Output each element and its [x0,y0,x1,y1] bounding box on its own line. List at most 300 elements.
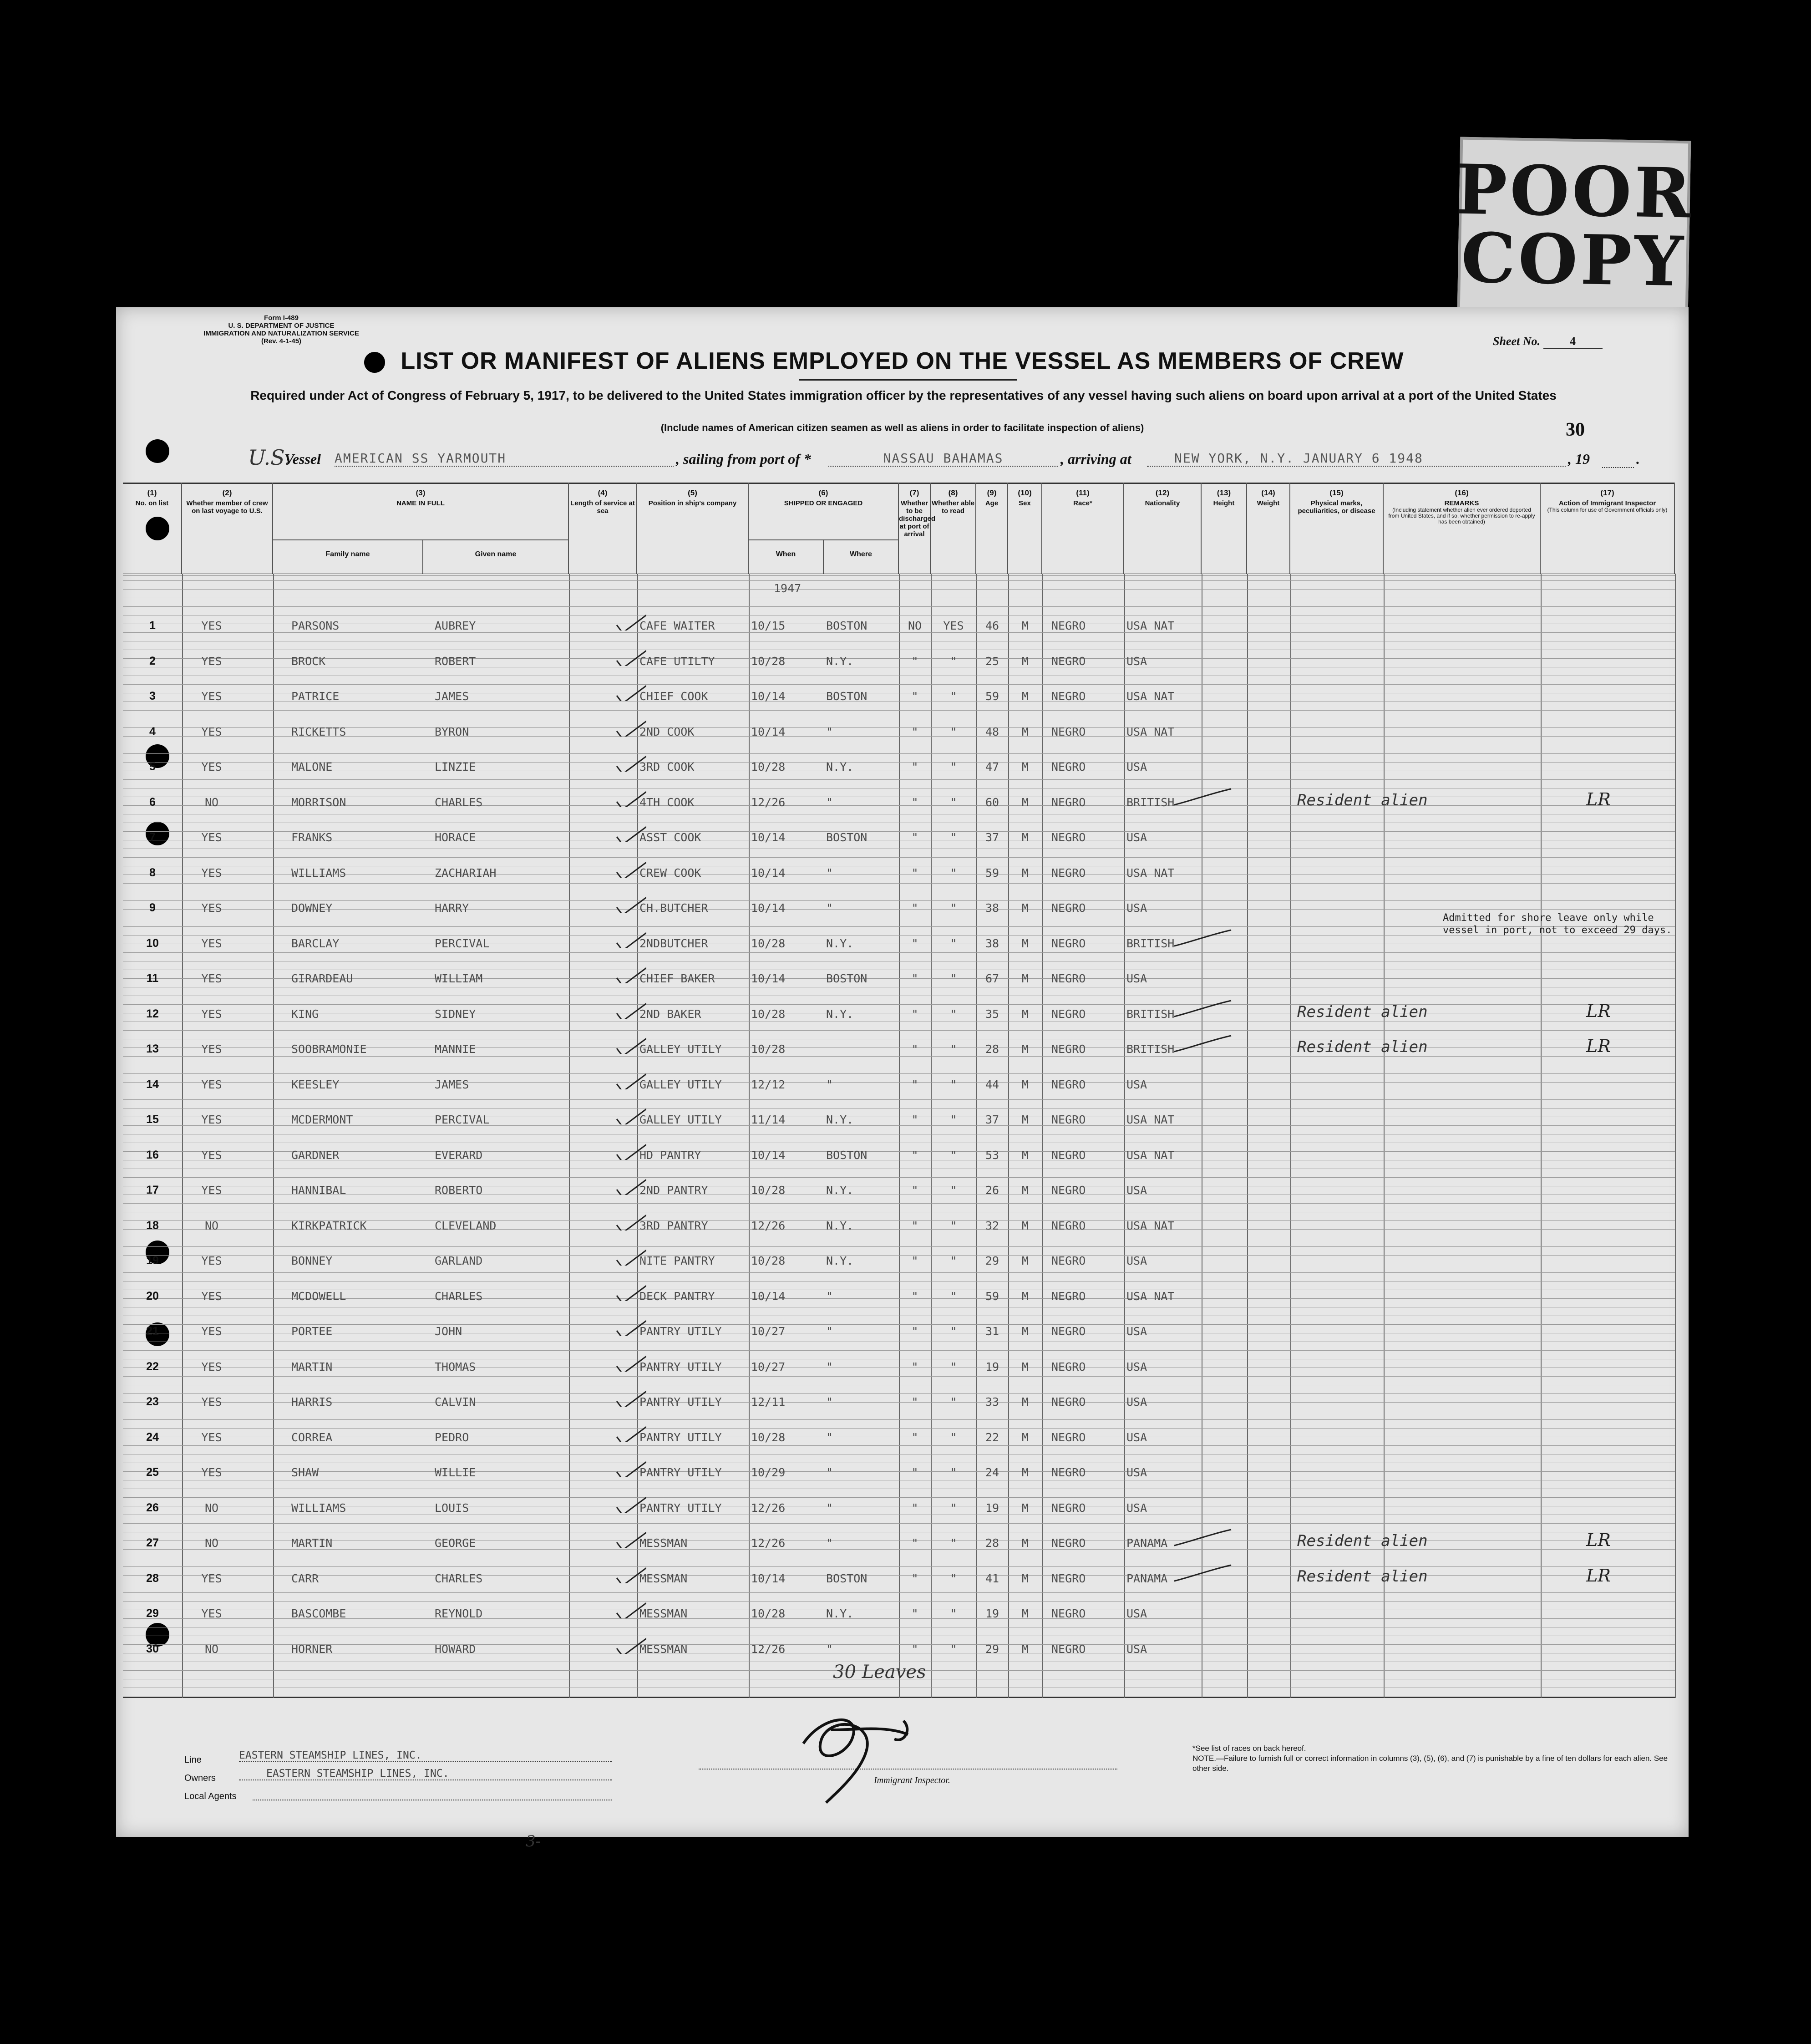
position: MESSMAN [639,1536,688,1550]
bottom-mark: 3- [526,1832,541,1851]
column-header [1384,483,1541,574]
checkmark-icon [614,1031,646,1054]
shipped-when: 10/14 [751,690,786,703]
crew-last-voyage: YES [201,1395,222,1408]
nationality: USA NAT [1126,619,1175,632]
ledger-line [123,1030,1675,1031]
position: CREW COOK [639,866,701,880]
sex: M [1021,1184,1029,1197]
checkmark-icon [614,1525,646,1548]
position: PANTRY UTILY [639,1466,722,1479]
position: 3RD COOK [639,760,695,773]
row-number: 20 [146,1289,159,1302]
position: CAFE UTILTY [639,654,715,668]
row-number: 19 [146,1254,159,1267]
ledger-line [123,926,1675,927]
column-header [1124,483,1202,574]
sex: M [1021,1607,1029,1620]
to-be-discharged: " [911,972,918,985]
family-name: KING [291,1007,319,1021]
crew-last-voyage: YES [201,1430,222,1444]
sex: M [1021,1466,1029,1479]
column-label: Nationality [1145,499,1180,507]
shipped-when: 10/27 [751,1360,786,1373]
nationality: USA [1126,1501,1147,1515]
crew-last-voyage: YES [201,725,222,738]
column-label: Height [1213,499,1235,507]
column-label: Sex [1019,499,1031,507]
able-to-read: " [950,725,957,738]
row-number: 22 [146,1360,159,1373]
shipped-when: 10/28 [751,760,786,773]
position: CAFE WAITER [639,619,715,632]
physical-marks-note: Resident alien [1297,1038,1428,1056]
sex: M [1021,972,1029,985]
able-to-read: " [950,1078,957,1091]
column-number: (13) [1217,488,1231,497]
column-header [1247,483,1290,574]
to-be-discharged: " [911,1254,918,1267]
able-to-read: YES [943,619,964,632]
given-name: AUBREY [435,619,476,632]
to-be-discharged: " [911,1078,918,1091]
race: NEGRO [1051,1571,1086,1585]
sex: M [1021,831,1029,844]
position: 3RD PANTRY [639,1219,708,1232]
shipped-where: N.Y. [826,1607,854,1620]
able-to-read: " [950,690,957,703]
ledger-line [123,684,1675,685]
age: 44 [985,1078,999,1091]
crew-last-voyage: YES [201,760,222,773]
to-be-discharged: " [911,1219,918,1232]
to-be-discharged: NO [908,619,922,632]
crew-last-voyage: YES [201,1042,222,1056]
sex: M [1021,1642,1029,1656]
family-name: RICKETTS [291,725,346,738]
position: GALLEY UTILY [639,1042,722,1056]
race: NEGRO [1051,901,1086,915]
shipped-when: 10/14 [751,1571,786,1585]
given-name: PERCIVAL [435,936,490,950]
ledger-line [123,1419,1675,1420]
checkmark-icon [614,855,646,878]
tick-mark-icon [1170,928,1233,951]
able-to-read: " [950,1642,957,1656]
row-number: 21 [146,1325,159,1337]
crew-last-voyage: YES [201,901,222,915]
age: 59 [985,690,999,703]
tick-mark-icon [1170,1527,1233,1550]
inspector-action: LR [1586,1036,1611,1056]
family-name: DOWNEY [291,901,333,915]
row-number: 26 [146,1501,159,1514]
column-number: (6) [818,488,828,497]
shipped-when: 11/14 [751,1113,786,1126]
checkmark-icon [614,1067,646,1089]
owners-label: Owners [184,1773,216,1783]
given-name: HORACE [435,831,476,844]
sex: M [1021,690,1029,703]
row-number: 27 [146,1536,159,1549]
given-name: CHARLES [435,1571,483,1585]
column-number: (3) [416,488,426,497]
sex: M [1021,1042,1029,1056]
able-to-read: " [950,866,957,880]
family-name: CARR [291,1571,319,1585]
row-number: 14 [146,1078,159,1091]
sheet-value: 4 [1543,335,1603,349]
family-name: BONNEY [291,1254,333,1267]
to-be-discharged: " [911,1571,918,1585]
shipped-where: " [826,1360,833,1373]
ledger-line [123,580,1675,581]
position: PANTRY UTILY [639,1360,722,1373]
vessel-name: AMERICAN SS YARMOUTH [335,451,674,467]
nationality: USA [1126,1466,1147,1479]
shipped-where: " [826,1325,833,1338]
ledger-line [123,1073,1675,1074]
physical-marks-note: Resident alien [1297,1567,1428,1586]
shipped-where: " [826,901,833,915]
checkmark-icon [614,890,646,913]
to-be-discharged: " [911,866,918,880]
ledger-line [123,1350,1675,1351]
row-number: 9 [149,901,156,914]
nationality: USA NAT [1126,1219,1175,1232]
column-number: (11) [1076,488,1090,497]
able-to-read: " [950,1501,957,1515]
shipped-when: 10/28 [751,654,786,668]
crew-last-voyage: NO [204,1642,219,1656]
shipped-where: " [826,1430,833,1444]
row-number: 23 [146,1395,159,1408]
position: MESSMAN [639,1642,688,1656]
given-name: JAMES [435,690,469,703]
column-label: Physical marks, peculiarities, or disease [1298,499,1375,515]
row-number: 2 [149,654,156,667]
row-number: 30 [146,1642,159,1655]
age: 35 [985,1007,999,1021]
able-to-read: " [950,1289,957,1303]
crew-last-voyage: YES [201,1148,222,1162]
ledger-line [123,1056,1675,1057]
position: ASST COOK [639,831,701,844]
line-value: EASTERN STEAMSHIP LINES, INC. [239,1749,612,1762]
nationality: USA [1126,972,1147,985]
given-name: THOMAS [435,1360,476,1373]
ledger-line [123,900,1675,901]
column-header [1290,483,1384,574]
column-number: (16) [1455,488,1469,497]
race: NEGRO [1051,936,1086,950]
checkmark-icon [614,1419,646,1442]
checkmark-icon [614,1454,646,1477]
checkmark-icon [614,1243,646,1266]
action-note: (This column for use of Government officials only) [1547,507,1668,513]
crew-last-voyage: YES [201,1184,222,1197]
family-name: MARTIN [291,1536,333,1550]
column-number: (7) [909,488,919,497]
crew-last-voyage: YES [201,1607,222,1620]
position: GALLEY UTILY [639,1113,722,1126]
race: NEGRO [1051,1148,1086,1162]
column-number: (12) [1155,488,1170,497]
nationality: PANAMA [1126,1536,1168,1550]
ledger-line [123,589,1675,590]
nationality: USA NAT [1126,866,1175,880]
form-footer [116,1700,1689,1851]
crew-last-voyage: YES [201,619,222,632]
able-to-read: " [950,1007,957,1021]
shipped-when: 10/14 [751,972,786,985]
given-name: WILLIE [435,1466,476,1479]
shipped-when: 12/26 [751,1219,786,1232]
row-number: 16 [146,1148,159,1161]
column-number: (1) [147,488,157,497]
ledger-line [123,1497,1675,1498]
given-name: ROBERTO [435,1184,483,1197]
shipped-where: " [826,1466,833,1479]
nationality: USA [1126,1395,1147,1408]
family-name: SOOBRAMONIE [291,1042,367,1056]
nationality: BRITISH [1126,936,1175,950]
able-to-read: " [950,1536,957,1550]
row-number: 4 [149,725,156,738]
shipped-when: 12/26 [751,1501,786,1515]
nationality: BRITISH [1126,795,1175,809]
family-name: HORNER [291,1642,333,1656]
nationality: USA [1126,1254,1147,1267]
crew-last-voyage: YES [201,936,222,950]
shipped-where: N.Y. [826,1254,854,1267]
family-name: HANNIBAL [291,1184,346,1197]
shipped-when: 10/14 [751,831,786,844]
position: 2ND COOK [639,725,695,738]
shipped-where: " [826,1078,833,1091]
position: PANTRY UTILY [639,1395,722,1408]
position: 2ND PANTRY [639,1184,708,1197]
ledger-line [123,1523,1675,1524]
column-rule [1008,574,1009,1698]
nationality: USA [1126,760,1147,773]
able-to-read: " [950,1360,957,1373]
to-be-discharged: " [911,1536,918,1550]
nationality: USA NAT [1126,1113,1175,1126]
checkmark-icon [614,678,646,701]
race: NEGRO [1051,1325,1086,1338]
age: 67 [985,972,999,985]
crew-last-voyage: YES [201,972,222,985]
column-label: Length of service at sea [570,499,635,515]
shipped-when: 10/28 [751,1254,786,1267]
row-number: 3 [149,690,156,702]
sex: M [1021,866,1029,880]
race: NEGRO [1051,1395,1086,1408]
family-name: BASCOMBE [291,1607,346,1620]
ledger-line [123,935,1675,936]
age: 38 [985,901,999,915]
vessel-line [116,445,1689,473]
age: 53 [985,1148,999,1162]
sex: M [1021,1536,1029,1550]
shipped-when: 10/14 [751,1148,786,1162]
agents-value [253,1786,612,1800]
year-blank [1602,451,1634,468]
position: PANTRY UTILY [639,1501,722,1515]
arriving-at: NEW YORK, N.Y. JANUARY 6 1948 [1147,451,1566,467]
column-number: (14) [1261,488,1275,497]
shipped-when: 12/12 [751,1078,786,1091]
column-label: Age [985,499,999,507]
family-name: GIRARDEAU [291,972,353,985]
checkmark-icon [614,961,646,983]
form-number: Form I-489 [264,314,299,322]
race: NEGRO [1051,760,1086,773]
year-end: . [1636,451,1640,467]
family-name: MORRISON [291,795,346,809]
checkmark-icon [614,925,646,948]
able-to-read: " [950,1325,957,1338]
shipped-when: 10/14 [751,901,786,915]
nationality: BRITISH [1126,1042,1175,1056]
to-be-discharged: " [911,1466,918,1479]
sex: M [1021,1325,1029,1338]
column-header [123,483,182,574]
checkmark-icon [614,1349,646,1372]
race: NEGRO [1051,725,1086,738]
crew-last-voyage: YES [201,831,222,844]
row-number: 24 [146,1430,159,1444]
sheet-number [1493,335,1603,349]
crew-last-voyage: NO [204,1501,219,1515]
nationality: USA [1126,1430,1147,1444]
family-name: BROCK [291,654,326,668]
column-rule [1247,574,1248,1698]
race: NEGRO [1051,1430,1086,1444]
race: NEGRO [1051,1254,1086,1267]
column-number: (10) [1018,488,1032,497]
department-name: U. S. DEPARTMENT OF JUSTICE [228,322,335,330]
ledger-line [123,753,1675,754]
age: 37 [985,831,999,844]
to-be-discharged: " [911,1642,918,1656]
column-label: SHIPPED OR ENGAGED [784,499,863,507]
shipped-where: " [826,1289,833,1303]
checkmark-icon [614,996,646,1019]
checkmark-icon [614,749,646,772]
nationality: USA [1126,1642,1147,1656]
vessel-prefix: U.S. [248,445,291,470]
race: NEGRO [1051,1289,1086,1303]
row-number: 7 [149,831,156,844]
able-to-read: " [950,654,957,668]
given-name: GARLAND [435,1254,483,1267]
vessel-label: Vessel [284,451,321,467]
crew-last-voyage: YES [201,1254,222,1267]
crew-last-voyage: YES [201,1325,222,1338]
checkmark-icon [614,1137,646,1160]
race: NEGRO [1051,1184,1086,1197]
to-be-discharged: " [911,936,918,950]
column-rule [1042,574,1043,1698]
sex: M [1021,1501,1029,1515]
checkmark-icon [614,1596,646,1618]
family-name: WILLIAMS [291,1501,346,1515]
checkmark-icon [614,1561,646,1583]
given-name: GEORGE [435,1536,476,1550]
given-name: CHARLES [435,1289,483,1303]
where-header: Where [824,539,899,574]
able-to-read: " [950,1430,957,1444]
sex: M [1021,936,1029,950]
checkmark-icon [614,714,646,737]
sex: M [1021,1148,1029,1162]
family-name: GARDNER [291,1148,340,1162]
column-number: (2) [222,488,232,497]
line-label: Line [184,1755,202,1765]
ledger-line [123,710,1675,711]
able-to-read: " [950,901,957,915]
position: 2ND BAKER [639,1007,701,1021]
physical-marks-note: Resident alien [1297,1002,1428,1021]
physical-marks-note: Resident alien [1297,1532,1428,1550]
age: 47 [985,760,999,773]
column-label: No. on list [135,499,169,507]
crew-last-voyage: YES [201,1113,222,1126]
family-name: KIRKPATRICK [291,1219,367,1232]
column-header [899,483,936,574]
position: 2NDBUTCHER [639,936,708,950]
shipped-where: N.Y. [826,936,854,950]
checkmark-icon [614,819,646,842]
ledger-line [123,779,1675,780]
column-label: Action of Immigrant Inspector [1558,499,1656,507]
age: 24 [985,1466,999,1479]
to-be-discharged: " [911,1113,918,1126]
position: CH.BUTCHER [639,901,708,915]
age: 31 [985,1325,999,1338]
ledger-line [123,1601,1675,1602]
shipped-where: " [826,795,833,809]
able-to-read: " [950,831,957,844]
tick-mark-icon [1170,1033,1233,1056]
race: NEGRO [1051,795,1086,809]
nationality: PANAMA [1126,1571,1168,1585]
arriving-label: , arriving at [1060,451,1131,467]
agents-label: Local Agents [184,1791,237,1801]
stamp-line-2: COPY [1460,218,1687,302]
nationality: USA [1126,654,1147,668]
crew-last-voyage: YES [201,1007,222,1021]
position: NITE PANTRY [639,1254,715,1267]
shipped-when: 10/14 [751,725,786,738]
age: 22 [985,1430,999,1444]
able-to-read: " [950,760,957,773]
row-number: 17 [146,1184,159,1196]
given-name: LOUIS [435,1501,469,1515]
ledger-line [123,1203,1675,1204]
to-be-discharged: " [911,795,918,809]
column-label: NAME IN FULL [396,499,445,507]
column-rule [976,574,977,1698]
column-rule [1541,574,1542,1698]
checkmark-icon [614,1490,646,1513]
column-rule [1675,574,1676,1698]
row-number: 6 [149,795,156,808]
ledger-line [123,632,1675,633]
to-be-discharged: " [911,654,918,668]
